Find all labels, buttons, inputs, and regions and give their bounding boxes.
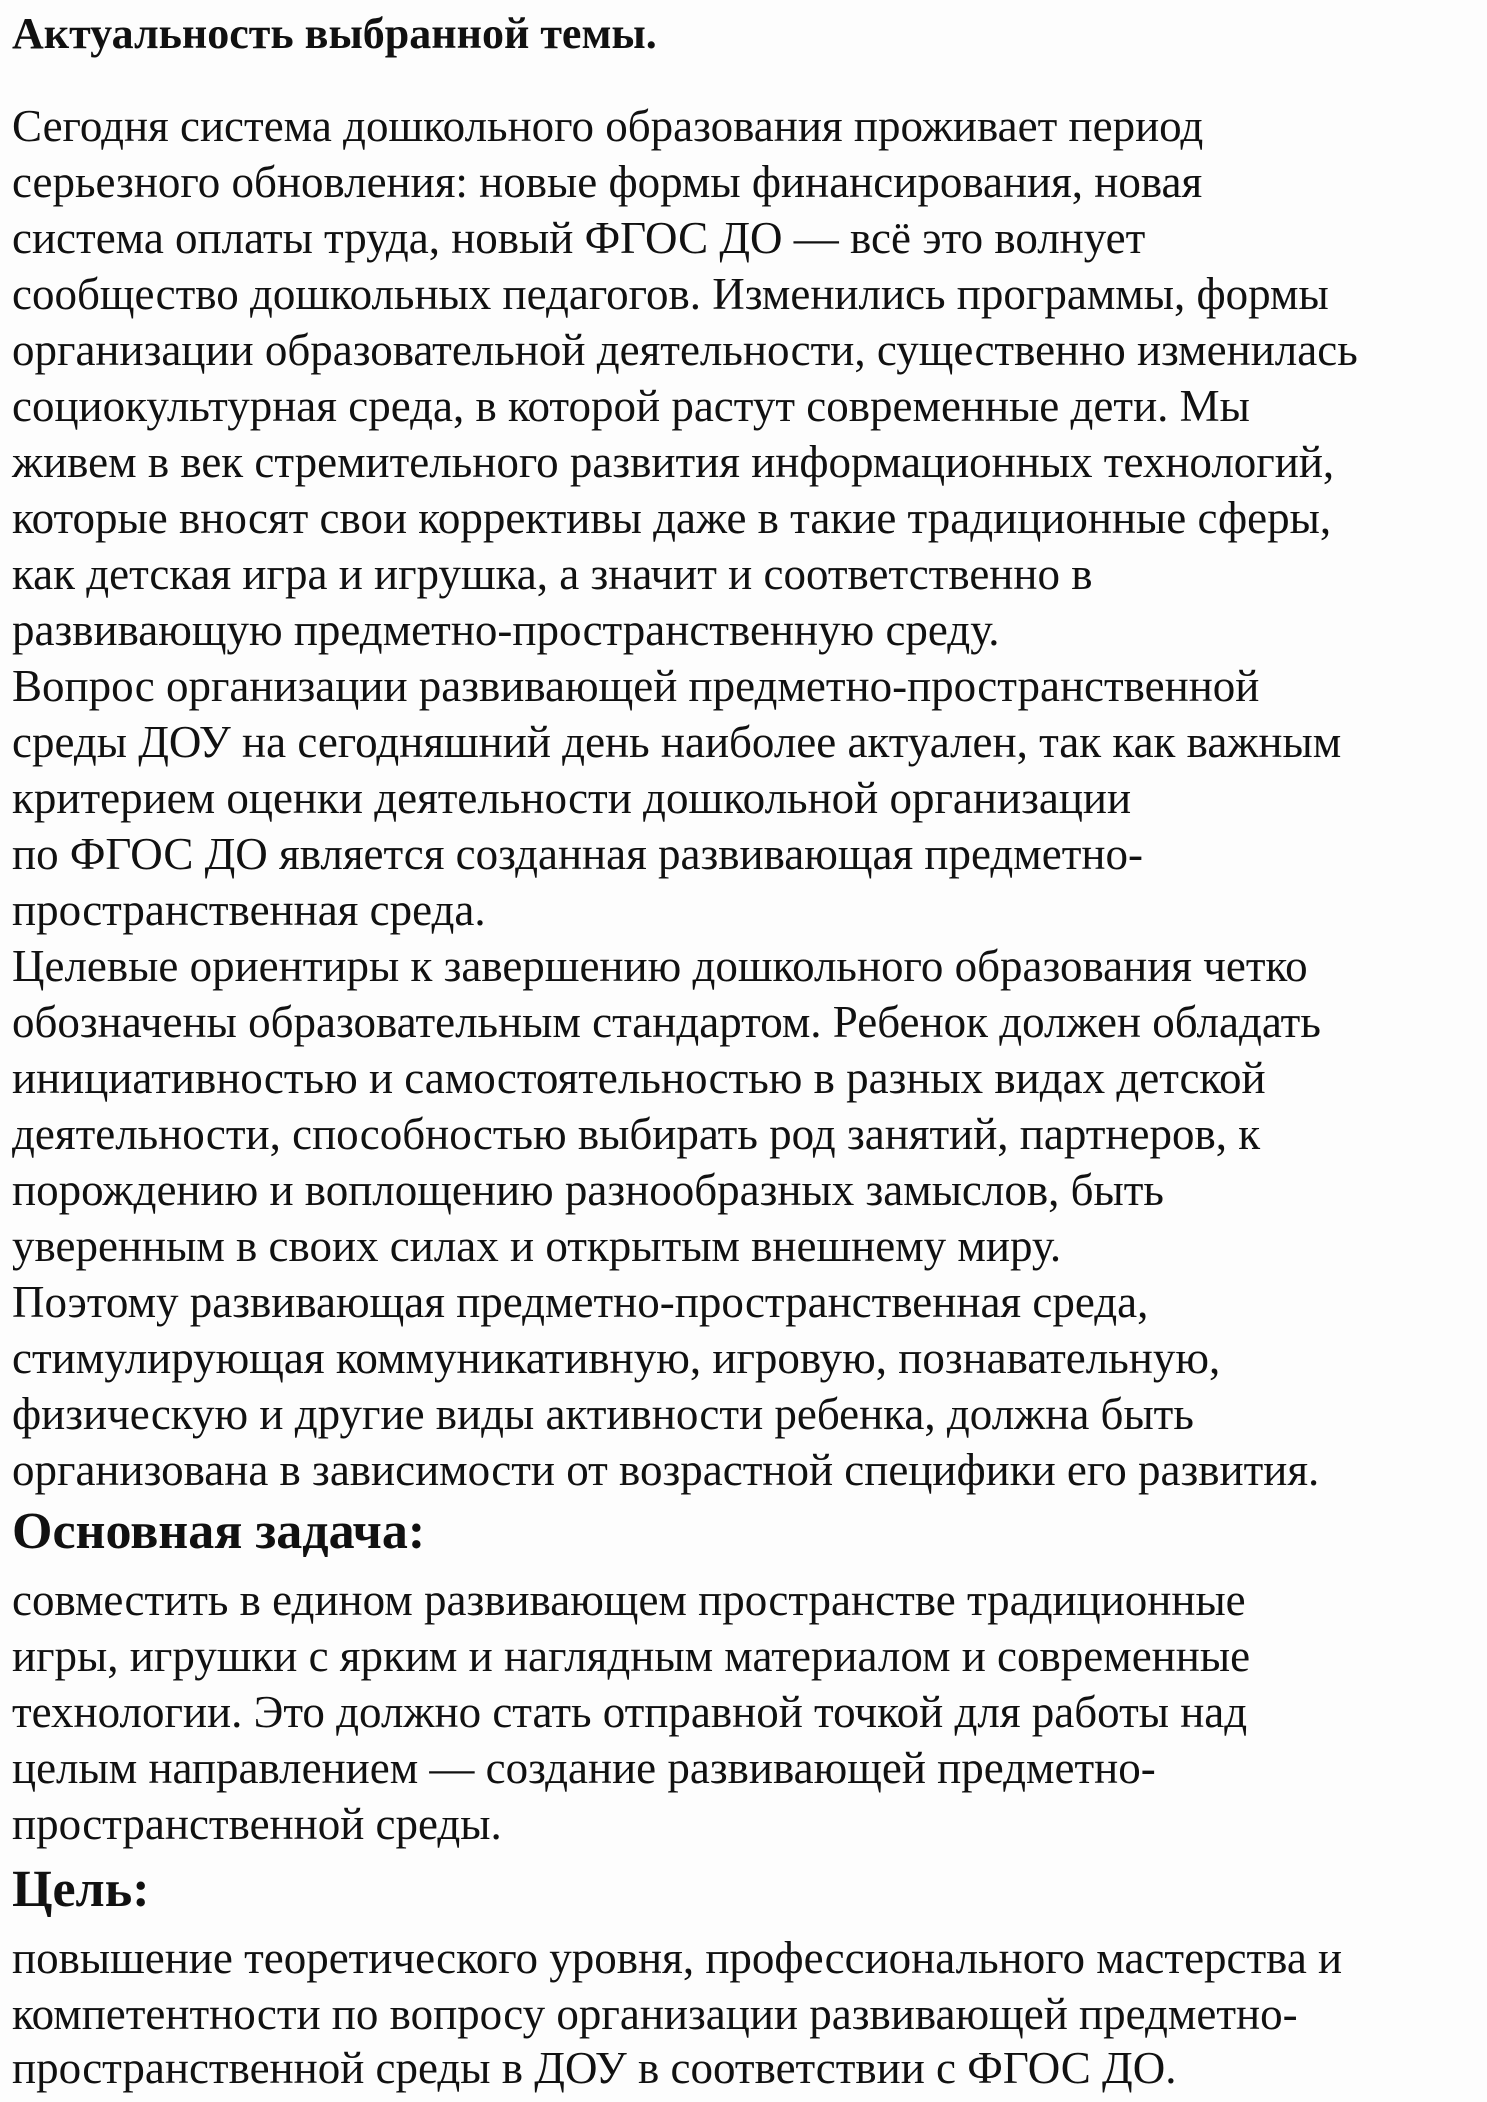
paragraph-2-line-4: по ФГОС ДО является созданная развивающая предметно- <box>12 829 1143 879</box>
paragraph-2-line-5: пространственная среда. <box>12 885 486 935</box>
goal-heading: Цель: <box>12 1861 150 1918</box>
paragraph-3-line-6: уверенным в своих силах и открытым внешнему миру. <box>12 1221 1062 1271</box>
task-line-5: пространственной среды. <box>12 1799 502 1849</box>
paragraph-2-line-3: критерием оценки деятельности дошкольной организации <box>12 773 1132 823</box>
paragraph-3-line-1: Целевые ориентиры к завершению дошкольного образования четко <box>12 941 1308 991</box>
paragraph-3-line-3: инициативностью и самостоятельностью в разных видах детской <box>12 1053 1266 1103</box>
paragraph-1-line-7: живем в век стремительного развития информационных технологий, <box>12 437 1335 487</box>
task-line-3: технологии. Это должно стать отправной точкой для работы над <box>12 1687 1248 1737</box>
paragraph-4-line-1: Поэтому развивающая предметно-пространственная среда, <box>12 1277 1149 1327</box>
paragraph-1-line-5: организации образовательной деятельности, существенно изменилась <box>12 325 1358 375</box>
task-line-4: целым направлением — создание развивающей предметно- <box>12 1743 1156 1793</box>
paragraph-2-line-1: Вопрос организации развивающей предметно-пространственной <box>12 661 1260 711</box>
paragraph-1-line-1: Сегодня система дошкольного образования проживает период <box>12 101 1204 151</box>
goal-line-3: пространственной среды в ДОУ в соответствии с ФГОС ДО. <box>12 2043 1177 2093</box>
paragraph-4-line-3: физическую и другие виды активности ребенка, должна быть <box>12 1389 1194 1439</box>
paragraph-4-line-2: стимулирующая коммуникативную, игровую, познавательную, <box>12 1333 1221 1383</box>
goal-line-1: повышение теоретического уровня, профессионального мастерства и <box>12 1933 1343 1983</box>
paragraph-1-line-8: которые вносят свои коррективы даже в такие традиционные сферы, <box>12 493 1332 543</box>
paragraph-1-line-10: развивающую предметно-пространственную среду. <box>12 605 1000 655</box>
task-line-2: игры, игрушки с ярким и наглядным материалом и современные <box>12 1631 1251 1681</box>
goal-line-2: компетентности по вопросу организации развивающей предметно- <box>12 1989 1298 2039</box>
paragraph-1-line-3: система оплаты труда, новый ФГОС ДО — всё это волнует <box>12 213 1146 263</box>
task-heading: Основная задача: <box>12 1503 426 1560</box>
paragraph-1-line-9: как детская игра и игрушка, а значит и соответственно в <box>12 549 1093 599</box>
paragraph-1-line-4: сообщество дошкольных педагогов. Изменились программы, формы <box>12 269 1329 319</box>
paragraph-3-line-4: деятельности, способностью выбирать род занятий, партнеров, к <box>12 1109 1261 1159</box>
paragraph-1-line-2: серьезного обновления: новые формы финансирования, новая <box>12 157 1203 207</box>
paragraph-2-line-2: среды ДОУ на сегодняшний день наиболее актуален, так как важным <box>12 717 1342 767</box>
paragraph-3-line-2: обозначены образовательным стандартом. Ребенок должен обладать <box>12 997 1321 1047</box>
task-line-1: совместить в едином развивающем пространстве традиционные <box>12 1575 1246 1625</box>
paragraph-4-line-4: организована в зависимости от возрастной специфики его развития. <box>12 1445 1320 1495</box>
paragraph-3-line-5: порождению и воплощению разнообразных замыслов, быть <box>12 1165 1164 1215</box>
document-title: Актуальность выбранной темы. <box>12 9 657 58</box>
paragraph-1-line-6: социокультурная среда, в которой растут современные дети. Мы <box>12 381 1250 431</box>
